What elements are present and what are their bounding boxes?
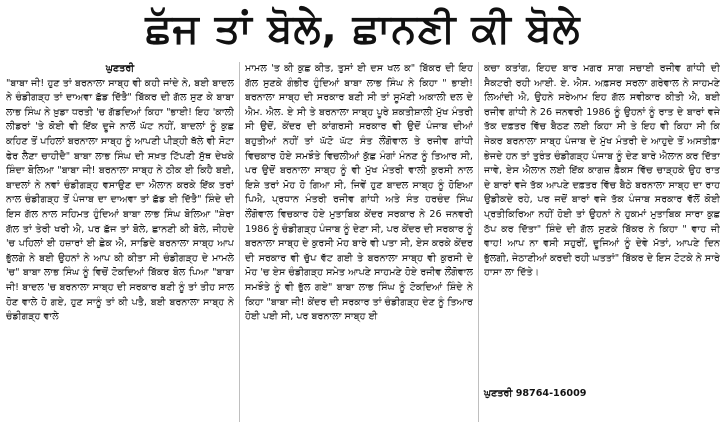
headline: ਛੱਜ ਤਾਂ ਬੋਲੇ, ਛਾਨਣੀ ਕੀ ਬੋਲੇ xyxy=(145,6,581,52)
column-divider xyxy=(239,62,240,422)
article-column-2: ਮਾਮਲ 'ਤ ਕੀ ਕੁਛ ਕੀਤ, ਤੁਸਾਂ ਈ ਦਸ ਖਲ ਕ" ਬਿੱਕਰ ਦੀ ਇਹ ਗੱਲ ਸੁਣਕੇ ਗੰਭੀਰ ਹੁੰਦਿਆਂ ਬਾਬਾ ਲਾਭ ਸਿੰਘ ਨੇ ਕਿਹਾ " ਭਾਈ! ਬਰਨਾਲਾ ਸਾਬ੍ਹ ਦੀ ਸਰਕਾਰ ਬਣੀ ਸੀ ਤਾਂ ਸੂਮੱਣੀ ਅਕਾਲੀ ਦਲ ਦੇ ਐਮ. ਐਲ. ਏ ਸੀ ਤੇ ਬਰਨਾਲਾ ਸਾਬ੍ਹ ਪੂਰੇ ਸ਼ਕਤੀਸ਼ਾਲੀ ਮੁੱਖ ਮੰਤਰੀ ਸੀ ਉਦੋਂ, ਕੇਂਦਰ ਦੀ ਕਾਂਗਰਸੀ ਸਰਕਾਰ ਵੀ ਉਦੋਂ ਪੰਜਾਬ ਦੀਆਂ ਬਹੁਤੀਆਂ ਨਹੀਂ ਤਾਂ ਘੱਟੋ ਘੱਟ ਸੰਤ ਲੌਂਗੋਵਾਲ ਤੇ ਰਜੀਵ ਗਾਂਧੀ ਵਿਚਕਾਰ ਹੋਏ ਸਮਝੌਤੇ ਵਿਚਲੀਆਂ ਕੁੱਛ ਮੰਗਾਂ ਮੰਨਣ ਨੂੰ ਤਿਆਰ ਸੀ, ਪਰ ਉਦੋਂ ਬਰਨਾਲਾ ਸਾਬ੍ਹ ਨੂੰ ਵੀ ਮੁੱਖ ਮੰਤਰੀ ਵਾਲੀ ਕੁਰਸੀ ਨਾਲ ਇਸ਼ੇ ਤਰਾਂ ਮੋਹ ਹੋ ਗਿਆ ਸੀ, ਜਿਵੇਂ ਹੁਣ ਬਾਦਲ ਸਾਬ੍ਹ ਨੂੰ ਹੋਇਆ ਪਿਐ, ਪ੍ਰਧਾਨ ਮੰਤਰੀ ਰਜੀਵ ਗਾਂਧੀ ਅਤੇ ਸੰਤ ਹਰਚੰਦ ਸਿੰਘ ਲੌਂਗੋਵਾਲ ਵਿਚਕਾਰ ਹੋਏ ਮੁਤਾਬਿਕ ਕੇਂਦਰ ਸਰਕਾਰ ਨੇ 26 ਜਨਵਰੀ 1986 ਨੂੰ ਚੰਡੀਗੜ੍ਹ ਪੰਜਾਬ ਨੂੰ ਦੇਣਾ ਸੀ, ਪਰ ਕੇਂਦਰ ਦੀ ਸਰਕਾਰ ਨੂੰ ਬਰਨਾਲਾ ਸਾਬ੍ਹ ਦੇ ਕੁਰਸੀ ਮੋਹ ਬਾਰੇ ਵੀ ਪਤਾ ਸੀ, ਏਸ ਕਰਕੇ ਕੇਂਦਰ ਦੀ ਸਰਕਾਰ ਵੀ ਚੁੱਪ ਵੱਟ ਗਈ ਤੇ ਬਰਨਾਲਾ ਸਾਬ੍ਹ ਵੀ ਕੁਰਸੀ ਦੇ ਮੋਹ 'ਚ ਏਸ ਚੰਡੀਗੜ੍ਹ ਸਮੇਤ ਆਪਣੇ ਸਾਹਮਣੇ ਹੋਏ ਰਜੀਵ ਲੌਂਗੋਵਾਲ ਸਮਝੌਤੇ ਨੂੰ ਵੀ ਭੁੱਲ ਗਏ" ਬਾਬਾ ਲਾਭ ਸਿੰਘ ਨੂੰ ਟੋਕਦਿਆਂ ਸ਼ਿੰਦੇ ਨੇ ਕਿਹਾ "ਬਾਬਾ ਜੀ! ਕੇਂਦਰ ਦੀ ਸਰਕਾਰ ਤਾਂ ਚੰਡੀਗੜ੍ਹ ਦੇਣ ਨੂੰ ਤਿਆਰ ਹੋਈ ਪਈ ਸੀ, ਪਰ ਬਰਨਾਲਾ ਸਾਬ੍ਹ ਈ xyxy=(245,63,473,323)
column-divider xyxy=(478,62,479,422)
article-column-1 xyxy=(6,62,234,424)
author-kicker: ਘੁਣਤਰੀ xyxy=(105,63,135,74)
author-signature: ਘੁਣਤਰੀ 98764-16009 xyxy=(484,388,587,399)
article-column-3: ਕਚਾ ਕਤਾਂਗ, ਇਹਦ ਬਾਰ ਮਗਰ ਸਾਗ ਸਚਾਈ ਰਜੀਵ ਗਾਂਧੀ ਦੀ ਸੈਕਟਰੀ ਰਹੀ ਆਈ. ਏ. ਐਸ. ਅਫ਼ਸਰ ਸਰਲਾ ਗਰੇਵਾਲ ਨੇ ਸਾਹਮਣੇ ਲਿਆਂਦੀ ਐ, ਉਹਨੇ ਸਰੇਆਮ ਇਹ ਗੱਲ ਸਵੀਕਾਰ ਕੀਤੀ ਐ, ਬਈ ਰਜੀਵ ਗਾਂਧੀ ਨੇ 26 ਜਨਵਰੀ 1986 ਨੂੰ ਉਹਨਾਂ ਨੂੰ ਰਾਤ ਦੇ ਬਾਰਾਂ ਵਜੇ ਤੱਕ ਦਫ਼ਤਰ ਵਿੱਚ ਬੈਠਣ ਲਈ ਕਿਹਾ ਸੀ ਤੇ ਇਹ ਵੀ ਕਿਹਾ ਸੀ ਕਿ ਜੇਕਰ ਬਰਨਾਲਾ ਸਾਬ੍ਹ ਪੰਜਾਬ ਦੇ ਮੁੱਖ ਮੰਤਰੀ ਦੇ ਆਹੁਦੇ ਤੋਂ ਅਸਤੀਫ਼ਾ ਭੇਜਦੇ ਹਨ ਤਾਂ ਤੁਰੰਤ ਚੰਡੀਗੜ੍ਹ ਪੰਜਾਬ ਨੂੰ ਦੇਣ ਬਾਰੇ ਐਲਾਨ ਕਰ ਦਿੱਤਾ ਜਾਵੇ, ਏਸ ਐਲਾਨ ਲਈ ਇੱਕ ਕਾਗਜ਼ ਫ਼ੈਕਸ ਵਿੱਚ ਚਾੜ੍ਹਕੇ ਉਹ ਰਾਤ ਦੇ ਬਾਰਾਂ ਵਜੇ ਤੱਕ ਆਪਣੇ ਦਫ਼ਤਰ ਵਿੱਚ ਬੈਠੇ ਬਰਨਾਲਾ ਸਾਬ੍ਹ ਦਾ ਰਾਹ ਉਡੀਕਦੇ ਰਹੇ, ਪਰ ਜਦੋਂ ਬਾਰਾਂ ਵਜੇ ਤੱਕ ਪੰਜਾਬ ਸਰਕਾਰ ਵੱਲੋਂ ਕੋਈ ਪ੍ਰਤੀਕਿਰਿਆ ਨਹੀਂ ਹੋਈ ਤਾਂ ਉਹਨਾਂ ਨੇ ਹੁਕਮਾਂ ਮੁਤਾਬਿਕ ਸਾਰਾ ਕੁਛ ਠੱਪ ਕਰ ਦਿੱਤਾ" ਸ਼ਿੰਦੇ ਦੀ ਗੱਲ ਸੁਣਕੇ ਬਿੱਕਰ ਨੇ ਕਿਹਾ " ਵਾਹ ਜੀ ਵਾਹ! ਆਪ ਨਾ ਵਸੀ ਸਹੁਰੀਂ, ਦੂਜਿਆਂ ਨੂੰ ਦੇਵੇ ਮੱਤਾਂ, ਆਪਣੇ ਦਿਨ ਭੁੱਲਗੀ, ਜੇਠਾਣੀਆਂ ਕਰਦੀ ਰਹੀ ਘਤਤਾਂ" ਬਿੱਕਰ ਦੇ ਇਸ ਟੋਟਕੇ ਨੇ ਸਾਰੇ ਹਾਸਾ ਲਾ ਦਿੱਤੇ। xyxy=(484,63,720,279)
column-1-text: "ਬਾਬਾ ਜੀ! ਹੁਣ ਤਾਂ ਬਰਨਾਲਾ ਸਾਬ੍ਹ ਵੀ ਕਹੀ ਜਾਂਦੇ ਨੇ, ਬਈ ਬਾਦਲ ਨੇ ਚੰਡੀਗੜ੍ਹ ਤਾਂ ਦਾਅਵਾ ਛੱਡ ਦਿੱਤੈ" ਬਿੱਕਰ ਦੀ ਗੱਲ ਸੁਣ ਕੇ ਬਾਬਾ ਲਾਭ ਸਿੰਘ ਨੇ ਖ਼ੁਡਾ ਧਰਤੀ 'ਚ ਗੱਡਦਿਆਂ ਕਿਹਾ "ਭਾਈ! ਇਹ 'ਕਾਲੀ ਲੀਡਰਾਂ 'ਤੇ ਕੋਈ ਵੀ ਇੱਕ ਦੂਜੇ ਨਾਲੋਂ ਘੱਟ ਨਹੀਂ, ਬਾਦਲਾਂ ਨੂੰ ਕੁਛ ਕਹਿਣ ਤੋਂ ਪਹਿਲਾਂ ਬਰਨਾਲਾ ਸਾਬ੍ਹ ਨੂੰ ਆਪਣੀ ਪੀੜ੍ਹੀ ਥੱਲੇ ਵੀ ਸੋਟਾ ਫੇਰ ਲੈਣਾ ਚਾਹੀਦੈ" ਬਾਬਾ ਲਾਭ ਸਿੰਘ ਦੀ ਸਖ਼ਤ ਟਿੱਪਣੀ ਸੁੱਥ ਦੇਖਕੇ ਸ਼ਿੰਦਾ ਬੋਲਿਆ "ਬਾਬਾ ਜੀ! ਬਰਨਾਲਾ ਸਾਬ੍ਹ ਨੇ ਠੀਕ ਈ ਕਿਹੈ ਬਈ, ਬਾਦਲਾਂ ਨੇ ਨਵਾਂ ਚੰਡੀਗੜ੍ਹ ਵਸਾਉਣ ਦਾ ਐਲਾਨ ਕਰਕੇ ਇੱਕ ਤਰਾਂ ਨਾਲ ਚੰਡੀਗੜ੍ਹ ਤੋਂ ਪੰਜਾਬ ਦਾ ਦਾਅਵਾ ਤਾਂ ਛੱਡ ਈ ਦਿੱਤੈ" ਸ਼ਿੰਦੇ ਦੀ ਇਸ ਗੱਲ ਨਾਲ ਸਹਿਮਤ ਹੁੰਦਿਆਂ ਬਾਬਾ ਲਾਭ ਸਿੰਘ ਬੋਲਿਆ "ਸ਼ੇਰਾ ਗੱਲ ਤਾਂ ਤੇਰੀ ਖਰੀ ਐ, ਪਰ ਛੱਜ ਤਾਂ ਬੋਲੇ, ਛਾਨਣੀ ਕੀ ਬੋਲੇ, ਜੀਹਦੇ 'ਚ ਪਹਿਲਾਂ ਈ ਹਜ਼ਾਰਾਂ ਈ ਛੇਕ ਐ, ਸਾਡਿਦੇ ਬਰਨਾਲਾ ਸਾਬ੍ਹ ਆਪ ਭੁੱਲਗੇ ਨੇ ਬਈ ਉਹਨਾਂ ਨੇ ਆਪ ਕੀ ਕੀਤਾ ਸੀ ਚੰਡੀਗੜ੍ਹ ਦੇ ਮਾਮਲੇ 'ਚ" ਬਾਬਾ ਲਾਭ ਸਿੰਘ ਨੂੰ ਵਿਚੋਂ ਟੋਕਦਿਆਂ ਬਿੱਕਰ ਬੋਲ ਪਿਆ "ਬਾਬਾ ਜੀ! ਬਾਦਲ 'ਚ ਬਰਨਾਲਾ ਸਾਬ੍ਹ ਦੀ ਸਰਕਾਰ ਬਣੀ ਨੂੰ ਤਾਂ ਤੀਹ ਸਾਲ ਹੋਣ ਵਾਲੇ ਹੋ ਗਏ, ਹੁਣ ਸਾਨੂੰ ਤਾਂ ਕੀ ਪਤੈ, ਬਈ ਬਰਨਾਲਾ ਸਾਬ੍ਹ ਨੇ ਚੰਡੀਗੜ੍ਹ ਵਾਲੇ xyxy=(6,77,234,323)
